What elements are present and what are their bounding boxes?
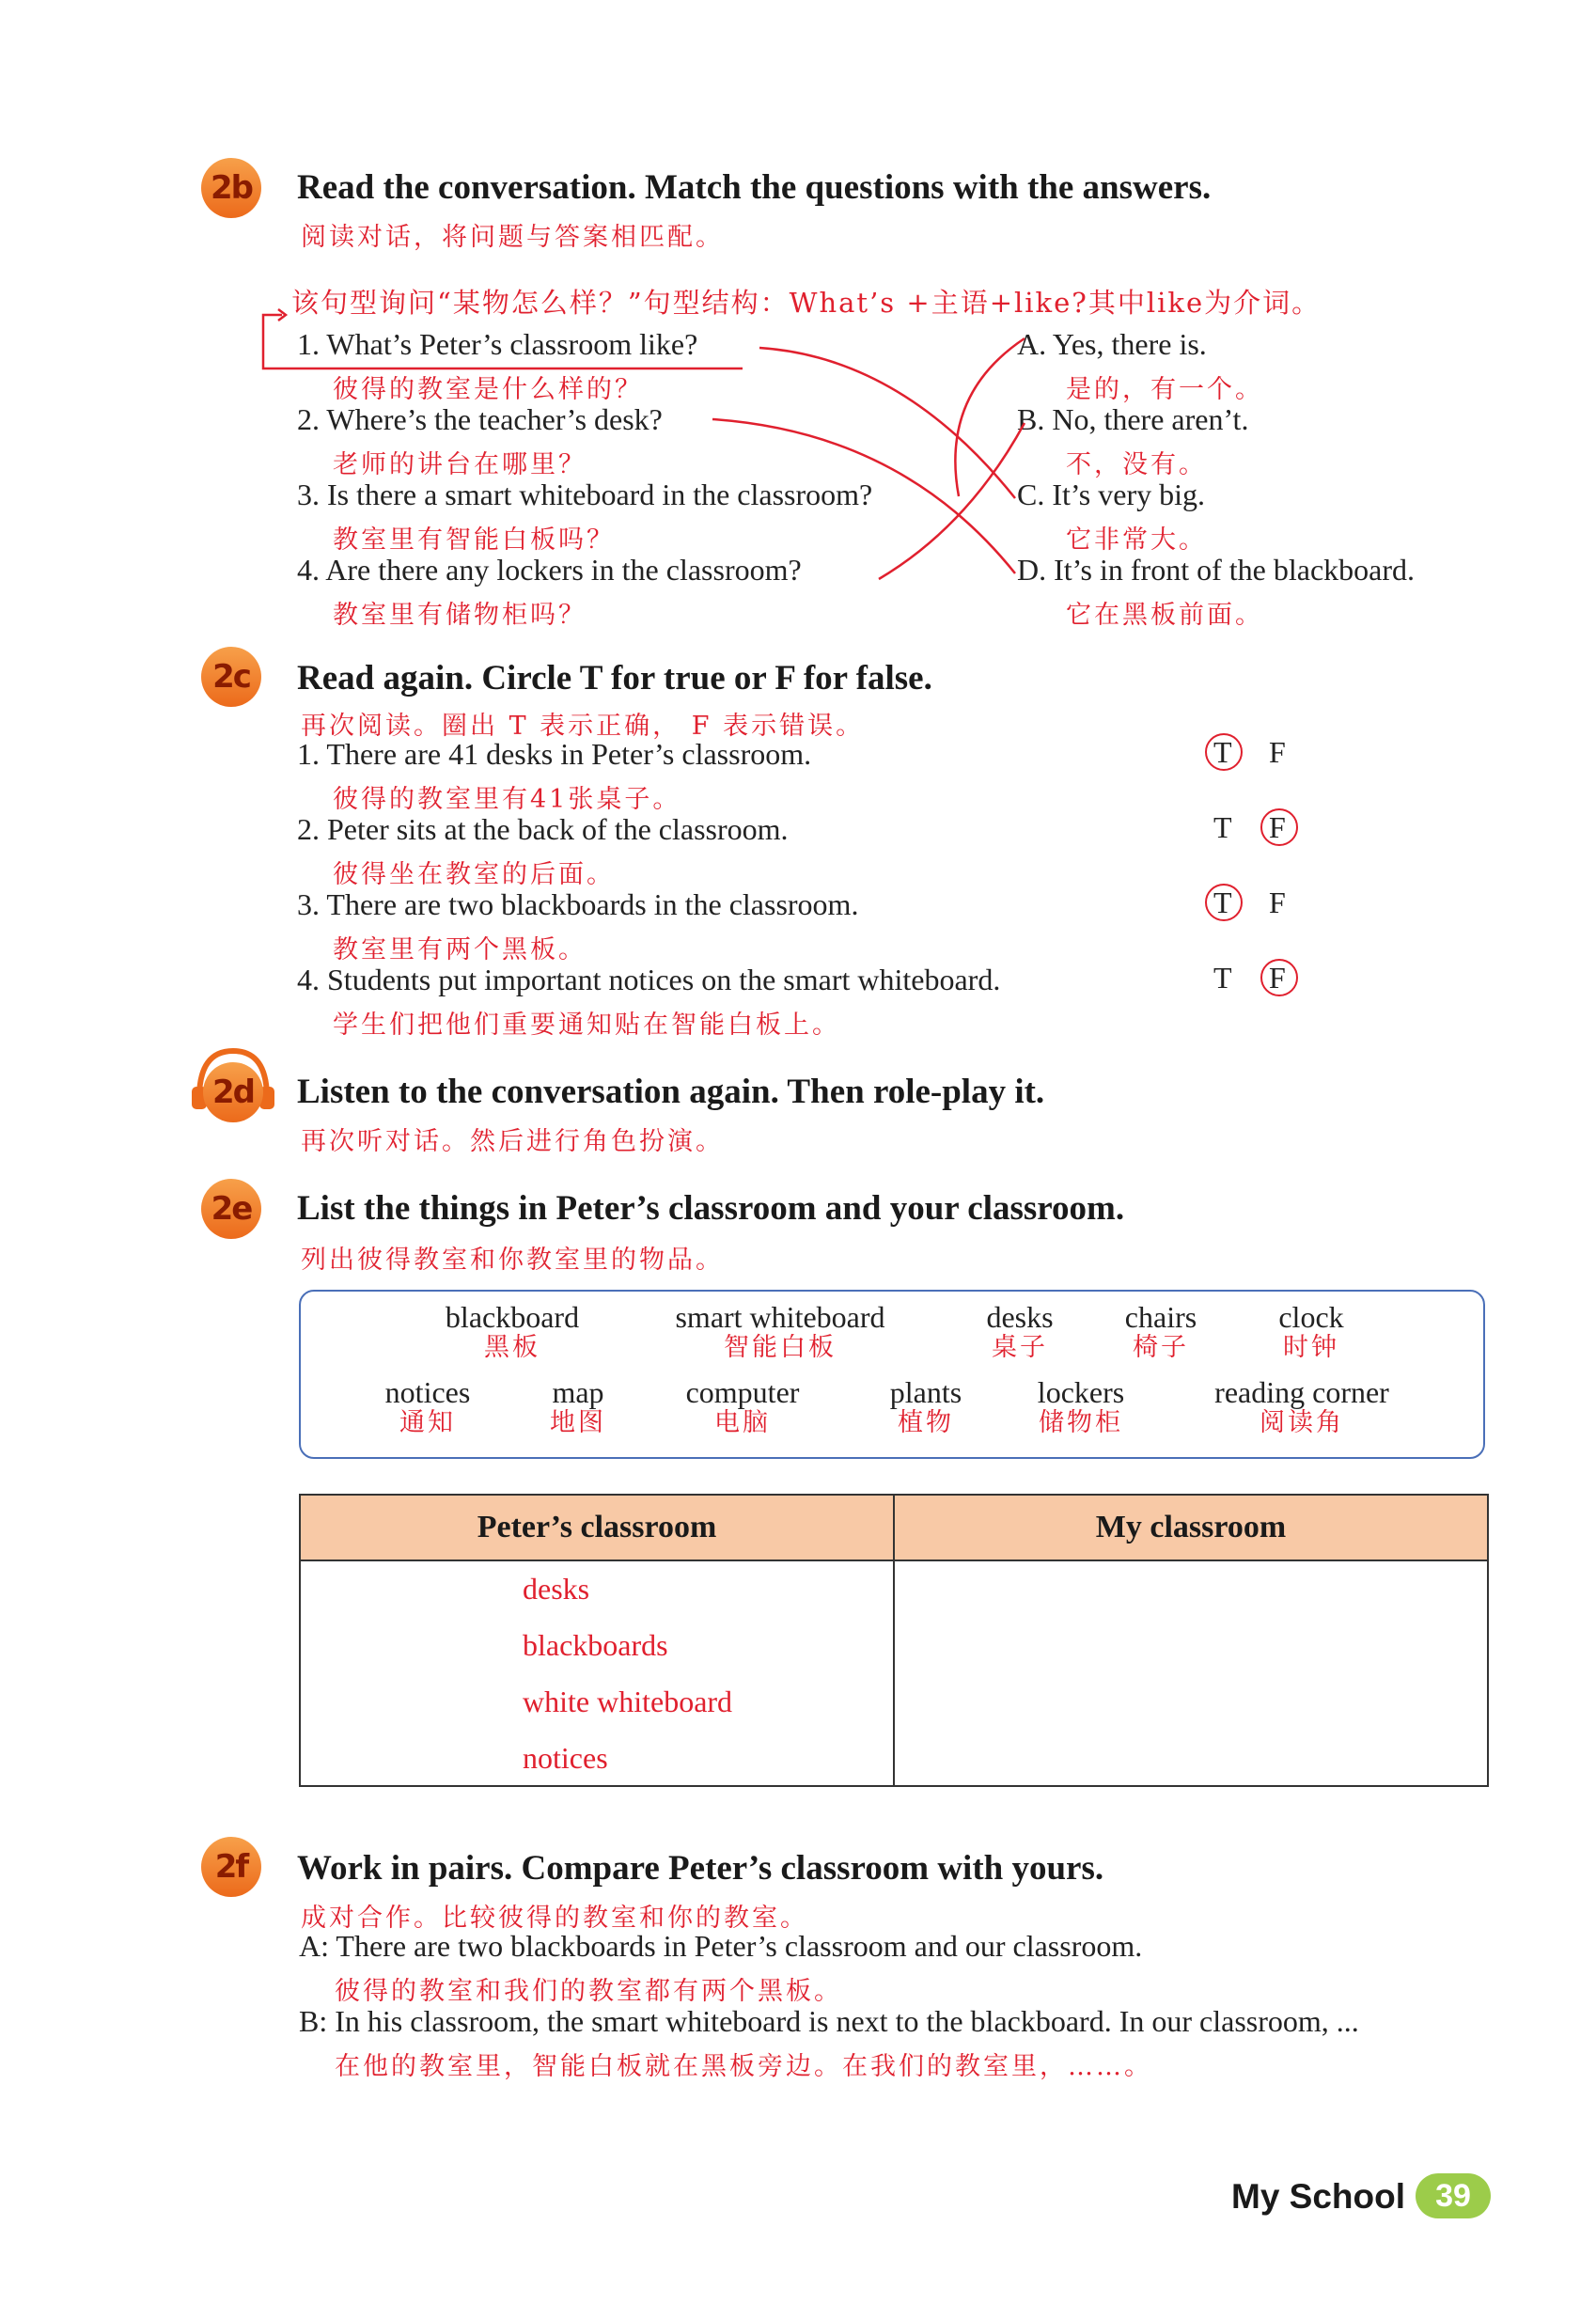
answer-circle-2 xyxy=(1260,808,1298,846)
answer-a-cn: 是的，有一个。 xyxy=(1066,375,1263,404)
statement-2-false[interactable]: F xyxy=(1269,810,1286,844)
statement-3-cn: 教室里有两个黑板。 xyxy=(333,935,587,964)
section-2c-title-cn: 再次阅读。圈出 T 表示正确， F 表示错误。 xyxy=(301,712,865,741)
section-2f-title-cn: 成对合作。比较彼得的教室和你的教室。 xyxy=(301,1904,808,1933)
table-header-my: My classroom xyxy=(894,1495,1488,1560)
section-2d-title-cn: 再次听对话。然后进行角色扮演。 xyxy=(301,1127,724,1156)
question-2-cn: 老师的讲台在哪里？ xyxy=(333,450,587,479)
word-computer: computer 电脑 xyxy=(685,1375,800,1437)
statement-3-true[interactable]: T xyxy=(1213,886,1232,919)
statement-1-false[interactable]: F xyxy=(1269,735,1286,769)
match-line-1-c xyxy=(759,348,1015,498)
question-1-cn: 彼得的教室是什么样的？ xyxy=(333,375,643,404)
peter-item-notices: notices xyxy=(523,1741,608,1775)
dialogue-line-a-cn: 彼得的教室和我们的教室都有两个黑板。 xyxy=(335,1977,842,2006)
answer-b: B. No, there aren’t. xyxy=(1017,402,1249,436)
match-line-2-d xyxy=(712,419,1015,573)
answer-c: C. It’s very big. xyxy=(1017,478,1205,511)
word-clock: clock 时钟 xyxy=(1278,1300,1344,1362)
matching-lines xyxy=(0,0,1596,658)
statement-2: 2. Peter sits at the back of the classroom. xyxy=(297,812,789,846)
section-2e-title-cn: 列出彼得教室和你教室里的物品。 xyxy=(301,1246,724,1275)
answer-circle-3 xyxy=(1205,884,1243,921)
question-3-cn: 教室里有智能白板吗？ xyxy=(333,525,615,555)
statement-3-false[interactable]: F xyxy=(1269,886,1286,919)
section-badge-2b: 2b xyxy=(201,158,261,218)
question-4: 4. Are there any lockers in the classroom? xyxy=(297,553,802,587)
statement-4-true[interactable]: T xyxy=(1213,961,1232,995)
question-2: 2. Where’s the teacher’s desk? xyxy=(297,402,663,436)
question-3: 3. Is there a smart whiteboard in the classroom? xyxy=(297,478,873,511)
word-plants: plants 植物 xyxy=(889,1375,962,1437)
section-badge-2c: 2c xyxy=(201,647,261,707)
word-map: map 地图 xyxy=(550,1375,606,1437)
word-desks: desks 桌子 xyxy=(986,1300,1054,1362)
dialogue-line-b-cn: 在他的教室里，智能白板就在黑板旁边。在我们的教室里，……。 xyxy=(335,2052,1152,2081)
note-bracket-line xyxy=(263,315,743,368)
statement-4-false[interactable]: F xyxy=(1269,961,1286,995)
section-badge-2e: 2e xyxy=(201,1179,261,1239)
section-2d-title: Listen to the conversation again. Then role-play it. xyxy=(297,1073,1045,1111)
word-smart-whiteboard: smart whiteboard 智能白板 xyxy=(675,1300,885,1362)
grammar-note-cn: 该句型询问“某物怎么样？”句型结构：What’s +主语+like?其中like为介词。 xyxy=(291,287,1322,319)
match-line-3-a xyxy=(955,338,1025,496)
answer-circle-4 xyxy=(1260,959,1298,996)
answer-b-cn: 不，没有。 xyxy=(1066,450,1207,479)
word-blackboard: blackboard 黑板 xyxy=(445,1300,580,1362)
word-lockers: lockers 储物柜 xyxy=(1037,1375,1125,1437)
peter-item-white-whiteboard: white whiteboard xyxy=(523,1685,733,1718)
word-notices: notices 通知 xyxy=(384,1375,471,1437)
section-2f-title: Work in pairs. Compare Peter’s classroom with yours. xyxy=(297,1849,1104,1888)
statement-1-true[interactable]: T xyxy=(1213,735,1232,769)
question-1: 1. What’s Peter’s classroom like? xyxy=(297,327,698,361)
peter-item-desks: desks xyxy=(523,1572,590,1606)
section-badge-2f: 2f xyxy=(201,1837,261,1897)
answer-a: A. Yes, there is. xyxy=(1017,327,1207,361)
answer-d-cn: 它在黑板前面。 xyxy=(1066,601,1263,630)
footer-unit-title: My School xyxy=(1231,2177,1406,2216)
page-number: 39 xyxy=(1416,2173,1491,2218)
answer-d: D. It’s in front of the blackboard. xyxy=(1017,553,1415,587)
match-line-4-b xyxy=(879,423,1025,579)
word-chairs: chairs 椅子 xyxy=(1124,1300,1197,1362)
section-2e-title: List the things in Peter’s classroom and your classroom. xyxy=(297,1189,1125,1228)
statement-4-cn: 学生们把他们重要通知贴在智能白板上。 xyxy=(333,1011,840,1040)
comparison-table xyxy=(299,1494,1489,1787)
statement-4: 4. Students put important notices on the smart whiteboard. xyxy=(297,963,1001,996)
answer-circle-1 xyxy=(1205,733,1243,771)
section-2c-title: Read again. Circle T for true or F for false. xyxy=(297,659,932,697)
answer-c-cn: 它非常大。 xyxy=(1066,525,1207,555)
dialogue-line-a: A: There are two blackboards in Peter’s classroom and our classroom. xyxy=(299,1929,1143,1963)
word-reading-corner: reading corner 阅读角 xyxy=(1214,1375,1389,1437)
section-2b-title-cn: 阅读对话，将问题与答案相匹配。 xyxy=(301,223,724,252)
table-header-peter: Peter’s classroom xyxy=(300,1495,894,1560)
statement-1: 1. There are 41 desks in Peter’s classroom. xyxy=(297,737,812,771)
peter-item-blackboards: blackboards xyxy=(523,1628,668,1662)
statement-3: 3. There are two blackboards in the classroom. xyxy=(297,887,859,921)
my-classroom-cell[interactable] xyxy=(894,1560,1488,1786)
statement-2-true[interactable]: T xyxy=(1213,810,1232,844)
section-badge-2d: 2d xyxy=(203,1062,263,1122)
question-4-cn: 教室里有储物柜吗？ xyxy=(333,601,587,630)
statement-1-cn: 彼得的教室里有41张桌子。 xyxy=(333,785,681,814)
section-2b-title: Read the conversation. Match the questions with the answers. xyxy=(297,168,1212,207)
statement-2-cn: 彼得坐在教室的后面。 xyxy=(333,860,615,889)
dialogue-line-b: B: In his classroom, the smart whiteboard is next to the blackboard. In our classroom, ... xyxy=(299,2004,1359,2038)
